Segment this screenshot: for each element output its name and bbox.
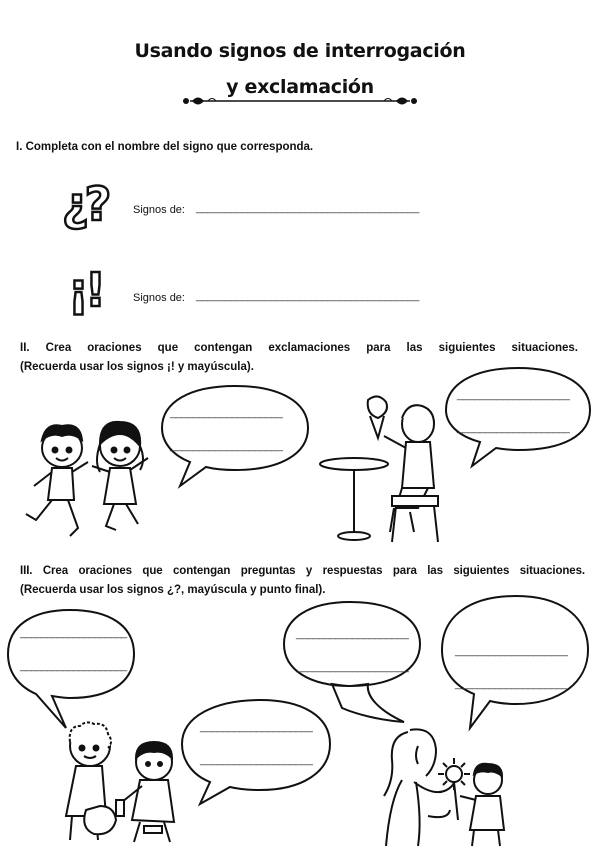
children-running-illustration [22, 410, 162, 550]
signos-label-1: Signos de: [133, 204, 185, 216]
exclamation-marks-symbol: ¡! [68, 263, 102, 317]
section2-note: (Recuerda usar los signos ¡! y mayúscula). [20, 361, 254, 373]
speech-bubble-2b [444, 366, 592, 472]
bubble-3d-line-2[interactable]: ____________________ [200, 754, 313, 766]
bubble-2a-line-2[interactable]: ____________________ [170, 440, 283, 452]
section3-note: (Recuerda usar los signos ¿?, mayúscula y punto final). [20, 584, 326, 596]
decorative-divider [178, 92, 422, 108]
page-subtitle: y exclamación [226, 76, 374, 98]
speech-bubble-3c [440, 594, 590, 730]
bubble-3a-line-2[interactable]: ____________________ [20, 660, 127, 672]
speech-bubble-3d [178, 698, 334, 808]
section1-instruction: I. Completa con el nombre del signo que corresponda. [16, 141, 314, 153]
answer-line-2[interactable]: _______________________________________ [196, 290, 419, 302]
bubble-3c-line-2[interactable]: ____________________ [455, 678, 568, 690]
boy-ice-cream-illustration [318, 392, 450, 544]
bubble-2a-line-1[interactable]: ____________________ [170, 407, 283, 419]
bubble-3a-line-1[interactable]: ____________________ [20, 627, 127, 639]
bubble-2b-line-1[interactable]: ____________________ [457, 389, 570, 401]
page-title: Usando signos de interrogación [134, 40, 466, 62]
question-marks-symbol: ¿? [62, 177, 108, 231]
bubble-2b-line-2[interactable]: ____________________ [457, 422, 570, 434]
section3-instruction: III. Crea oraciones que contengan preguntas y respuestas para las siguientes situaciones. [20, 565, 585, 577]
bubble-3d-line-1[interactable]: ____________________ [200, 721, 313, 733]
bubble-3b-line-1[interactable]: ____________________ [296, 628, 409, 640]
section2-instruction: II. Crea oraciones que contengan exclamaciones para las siguientes situaciones. [20, 342, 578, 354]
mother-child-flower-illustration [378, 720, 508, 846]
answer-line-1[interactable]: _______________________________________ [196, 202, 419, 214]
children-recycling-illustration [50, 720, 190, 846]
bubble-3c-line-1[interactable]: ____________________ [455, 645, 568, 657]
bubble-3b-line-2[interactable]: ____________________ [296, 661, 409, 673]
signos-label-2: Signos de: [133, 292, 185, 304]
